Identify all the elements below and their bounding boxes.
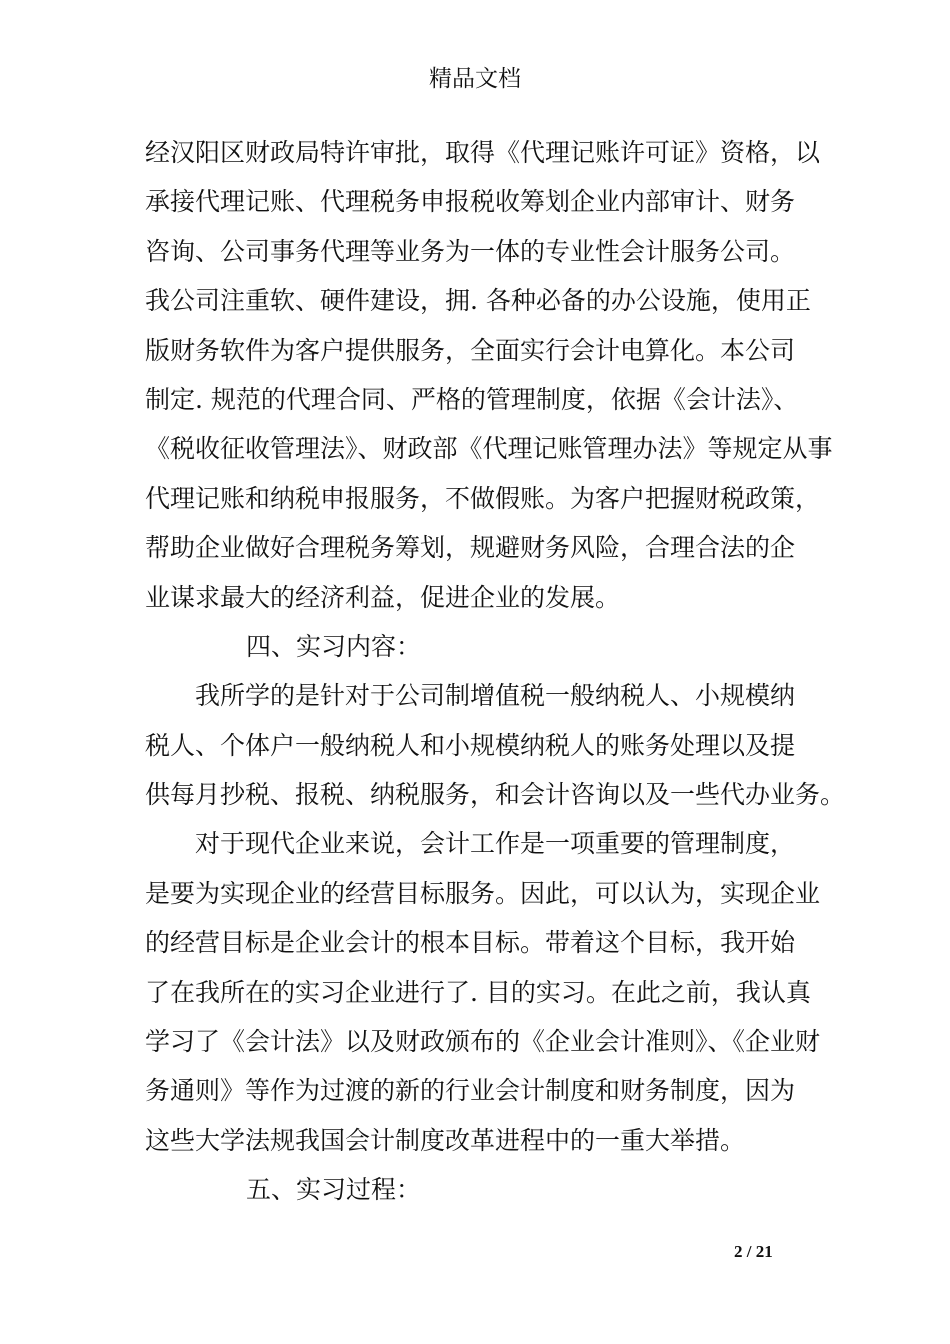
text-line: 的经营目标是企业会计的根本目标。带着这个目标，我开始 [145,928,796,958]
text-line: 制定. 规范的代理合同、严格的管理制度，依据《会计法》、 [145,384,799,414]
text-line: 帮助企业做好合理税务筹划，规避财务风险，合理合法的企 [145,533,796,563]
page-number: 2 / 21 [734,1242,773,1261]
text-line: 《税收征收管理法》、财政部《代理记账管理办法》等规定从事 [145,434,833,464]
text-line: 对于现代企业来说，会计工作是一项重要的管理制度， [195,829,796,859]
text-line: 税人、个体户一般纳税人和小规模纳税人的账务处理以及提 [145,730,796,760]
text-line: 业谋求最大的经济利益，促进企业的发展。 [145,582,621,612]
text-line: 务通则》等作为过渡的新的行业会计制度和财务制度，因为 [145,1076,796,1106]
text-line: 经汉阳区财政局特许审批，取得《代理记账许可证》资格，以 [145,138,821,167]
text-line: 承接代理记账、代理税务申报税收筹划企业内部审计、财务 [145,187,796,217]
page-header: 精品文档 [429,66,521,92]
text-line: 学习了《会计法》以及财政颁布的《企业会计准则》、《企业财 [145,1027,821,1057]
text-line: 我公司注重软、硬件建设，拥. 各种必备的办公设施，使用正 [145,286,811,316]
text-line: 是要为实现企业的经营目标服务。因此，可以认为，实现企业 [145,878,821,908]
text-line: 我所学的是针对于公司制增值税一般纳税人、小规模纳 [195,681,796,711]
text-line: 这些大学法规我国会计制度改革进程中的一重大举措。 [145,1125,746,1155]
text-line: 了在我所在的实习企业进行了. 目的实习。在此之前，我认真 [145,977,811,1007]
text-line: 版财务软件为客户提供服务，全面实行会计电算化。本公司 [145,335,796,365]
text-line: 代理记账和纳税申报服务，不做假账。为客户把握财税政策， [145,483,821,513]
text-line: 咨询、公司事务代理等业务为一体的专业性会计服务公司。 [145,236,796,266]
text-line: 供每月抄税、报税、纳税服务，和会计咨询以及一些代办业务。 [145,780,846,810]
section-heading-4: 四、实习内容： [246,631,422,661]
document-body [145,128,846,1215]
section-heading-5: 五、实习过程： [246,1175,422,1205]
